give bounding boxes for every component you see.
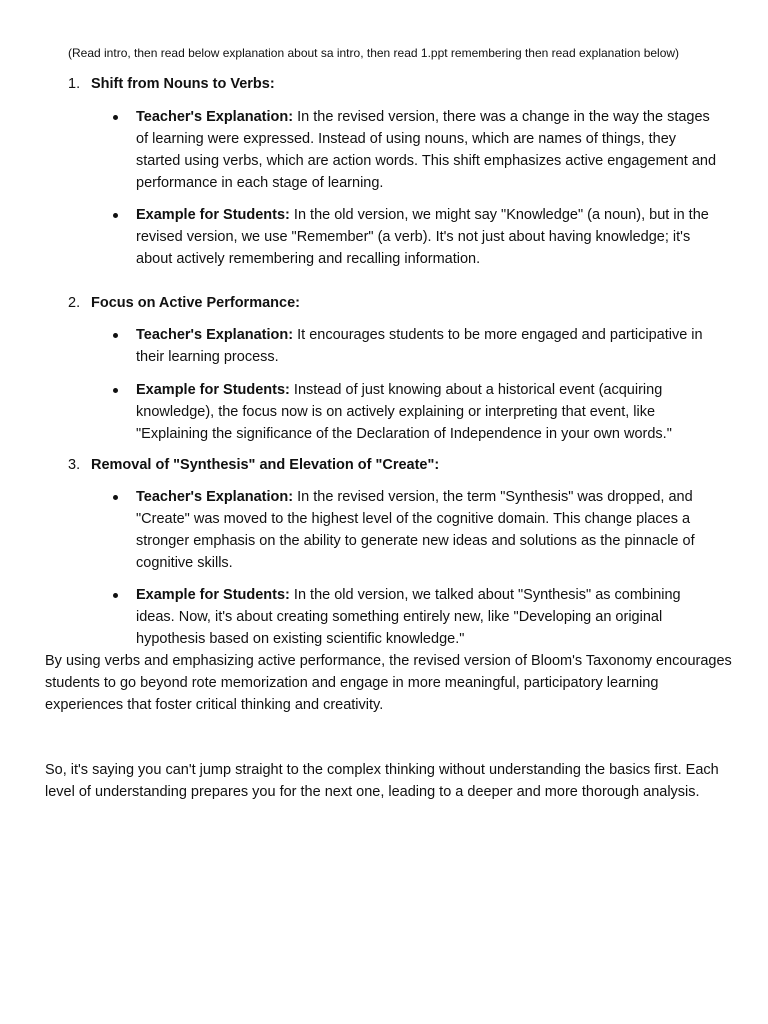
bullet-text: In the revised version, the term "Synthesis" was dropped, and "Create" was moved to the highest level of the cognitive domain. This change places a stronger emphasis on the ability to generate new ideas and solutions as the pinnacle of cognitive skills.: [136, 489, 695, 571]
bullet-list: [0, 486, 768, 650]
bullet-text: In the revised version, there was a change in the way the stages of learning were expressed. Instead of using nouns, which are names of things, they started using verbs, which are action words. This shift emphasizes active engagement and performance in each stage of learning.: [136, 109, 717, 191]
bullet-point: [113, 593, 118, 598]
bullet-point: [113, 213, 118, 218]
bullet-label: Teacher's Explanation:: [136, 489, 294, 505]
bullet-point: [113, 495, 118, 500]
list-item-shift-nouns-verbs: [0, 73, 768, 292]
list-number: 1.: [68, 76, 81, 92]
bullet-teacher-explanation: [0, 486, 768, 574]
section-heading: [0, 73, 768, 95]
bullet-point: [113, 388, 118, 393]
bullet-text: In the old version, we might say "Knowledge" (a noun), but in the revised version, we use "Remember" (a verb). It's not just about having knowledge; it's about actively remembering and recalling information.: [136, 207, 709, 267]
section-heading: [0, 292, 768, 314]
list-item-synthesis-create: [0, 454, 768, 650]
bullet-label: Example for Students:: [136, 207, 290, 223]
bullet-example-students: [0, 584, 768, 650]
bullet-example-students: [0, 379, 768, 445]
list-item-active-performance: [0, 292, 768, 454]
bullet-text: In the old version, we talked about "Synthesis" as combining ideas. Now, it's about creating something entirely new, like "Developing an original hypothesis based on existing scientific knowledge.": [136, 587, 681, 647]
bullet-text: Instead of just knowing about a historical event (acquiring knowledge), the focus now is on actively explaining or interpreting that event, like "Explaining the significance of the Declaration of Independence in your own words.": [136, 382, 672, 442]
bullet-example-students: [0, 204, 768, 270]
list-number: 3.: [68, 457, 81, 473]
bullet-point: [113, 333, 118, 338]
list-number: 2.: [68, 295, 81, 311]
closing-paragraph: So, it's saying you can't jump straight to the complex thinking without understanding the basics first. Each level of understanding prepares you for the next one, leading to a deeper and more thorough analysis.: [45, 762, 719, 800]
bullet-label: Example for Students:: [136, 587, 290, 603]
bullet-list: [0, 324, 768, 445]
intro-note: (Read intro, then read below explanation about sa intro, then read 1.ppt remembering then read explanation below): [68, 46, 680, 60]
summary-paragraph: By using verbs and emphasizing active performance, the revised version of Bloom's Taxonomy encourages students to go beyond rote memorization and engage in more meaningful, participatory learning experiences that foster critical thinking and creativity.: [45, 653, 732, 713]
bullet-teacher-explanation: [0, 106, 768, 194]
bullet-label: Example for Students:: [136, 382, 290, 398]
section-title: Focus on Active Performance:: [91, 295, 300, 311]
section-title: Shift from Nouns to Verbs:: [91, 76, 275, 92]
section-title: Removal of "Synthesis" and Elevation of "Create":: [91, 457, 440, 473]
bullet-list: [0, 106, 768, 270]
bullet-teacher-explanation: [0, 324, 768, 368]
bullet-text: It encourages students to be more engaged and participative in their learning process.: [136, 327, 703, 365]
bullet-label: Teacher's Explanation:: [136, 327, 294, 343]
numbered-list: [0, 73, 768, 650]
bullet-label: Teacher's Explanation:: [136, 109, 294, 125]
bullet-point: [113, 115, 118, 120]
section-heading: [0, 454, 768, 476]
